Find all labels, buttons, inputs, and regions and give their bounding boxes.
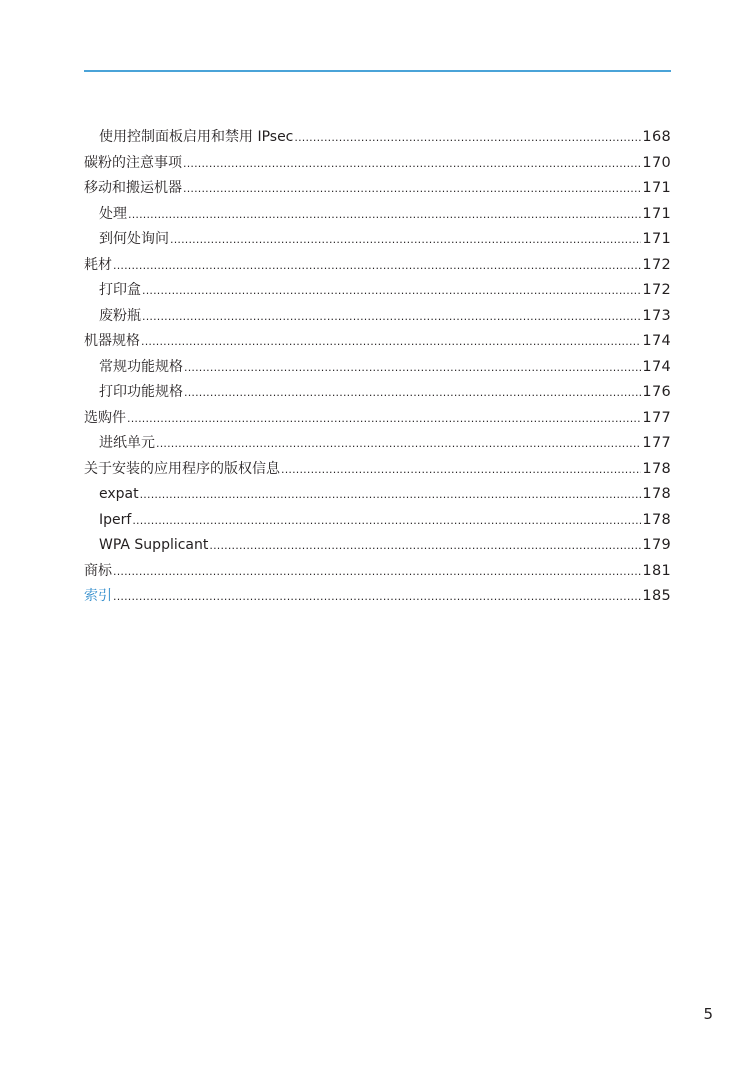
toc-entry-page: 171 xyxy=(642,205,671,222)
toc-entry-page: 178 xyxy=(642,486,671,502)
toc-dot-leader xyxy=(142,304,641,330)
toc-entry-machine-specs[interactable] xyxy=(84,329,671,355)
toc-entry-title: 到何处询问 xyxy=(99,231,169,247)
toc-entry-title: 商标 xyxy=(84,562,112,579)
toc-dot-leader xyxy=(141,329,641,355)
toc-entry-disposal[interactable] xyxy=(84,202,671,228)
toc-entry-consumables[interactable] xyxy=(84,253,671,279)
page-number: 5 xyxy=(703,1005,713,1023)
toc-entry-title: 耗材 xyxy=(84,256,112,273)
toc-entry-page: 177 xyxy=(642,409,671,426)
toc-entry-page: 171 xyxy=(642,180,671,196)
toc-entry-title: WPA Supplicant xyxy=(99,537,209,553)
toc-entry-waste-toner-bottle[interactable] xyxy=(84,304,671,330)
toc-entry-page: 181 xyxy=(642,562,671,579)
toc-entry-title: 关于安装的应用程序的版权信息 xyxy=(84,460,280,477)
toc-entry-title: 处理 xyxy=(99,205,127,222)
toc-dot-leader xyxy=(113,559,641,585)
toc-dot-leader xyxy=(132,508,641,534)
toc-entry-where-to-inquire[interactable] xyxy=(84,227,671,253)
toc-entry-page: 174 xyxy=(642,333,671,349)
toc-entry-title: 打印盒 xyxy=(99,282,141,298)
toc-dot-leader xyxy=(128,202,641,228)
toc-dot-leader xyxy=(170,227,641,253)
toc-entry-page: 179 xyxy=(642,537,671,553)
toc-entry-ipsec[interactable] xyxy=(84,125,671,151)
toc-entry-paper-feed-unit[interactable] xyxy=(84,431,671,457)
toc-entry-trademarks[interactable] xyxy=(84,559,671,585)
toc-entry-print-cartridge[interactable] xyxy=(84,278,671,304)
toc-dot-leader xyxy=(184,380,641,406)
toc-entry-title: 打印功能规格 xyxy=(99,384,183,400)
toc-entry-page: 173 xyxy=(642,307,671,324)
toc-entry-copyright-info[interactable] xyxy=(84,457,671,483)
toc-entry-page: 168 xyxy=(642,129,671,145)
toc-dot-leader xyxy=(156,431,641,457)
toc-entry-title: 废粉瓶 xyxy=(99,307,141,324)
toc-entry-title: expat xyxy=(99,486,139,502)
toc-entry-title: 进纸单元 xyxy=(99,435,155,451)
toc-entry-title: 移动和搬运机器 xyxy=(84,180,182,196)
toc-entry-wpa-supplicant[interactable] xyxy=(84,533,671,559)
toc-entry-page: 170 xyxy=(642,154,671,171)
toc-entry-title: 选购件 xyxy=(84,409,126,426)
toc-entry-page: 178 xyxy=(642,511,671,528)
toc-entry-toner-notes[interactable] xyxy=(84,151,671,177)
header-rule xyxy=(84,70,671,72)
toc-entry-title: 碳粉的注意事项 xyxy=(84,154,182,171)
toc-dot-leader xyxy=(113,584,641,610)
toc-entry-title: 索引 xyxy=(84,588,112,604)
toc-dot-leader xyxy=(183,176,641,202)
toc-entry-general-specs[interactable] xyxy=(84,355,671,381)
toc-dot-leader xyxy=(113,253,641,279)
toc-entry-page: 174 xyxy=(642,358,671,375)
toc-entry-page: 171 xyxy=(642,231,671,247)
toc-entry-page: 177 xyxy=(642,435,671,451)
toc-entry-options[interactable] xyxy=(84,406,671,432)
toc-dot-leader xyxy=(209,533,641,559)
toc-dot-leader xyxy=(294,125,641,151)
toc-dot-leader xyxy=(140,482,642,508)
toc-entry-page: 172 xyxy=(642,256,671,273)
toc-dot-leader xyxy=(183,151,641,177)
toc-entry-title: 机器规格 xyxy=(84,333,140,349)
toc-entry-page: 178 xyxy=(642,460,671,477)
toc-entry-title: 使用控制面板启用和禁用 IPsec xyxy=(99,129,294,145)
toc-dot-leader xyxy=(184,355,641,381)
toc-entry-printer-specs[interactable] xyxy=(84,380,671,406)
toc-entry-page: 172 xyxy=(642,282,671,298)
toc-entry-page: 176 xyxy=(642,384,671,400)
toc-entry-page: 185 xyxy=(642,588,671,604)
toc-entry-index[interactable] xyxy=(84,584,671,610)
toc-dot-leader xyxy=(142,278,641,304)
toc-dot-leader xyxy=(281,457,641,483)
toc-entry-title: Iperf xyxy=(99,511,132,528)
toc-entry-moving-machine[interactable] xyxy=(84,176,671,202)
table-of-contents xyxy=(84,125,671,610)
toc-entry-expat[interactable] xyxy=(84,482,671,508)
toc-dot-leader xyxy=(127,406,641,432)
toc-entry-title: 常规功能规格 xyxy=(99,358,183,375)
toc-entry-iperf[interactable] xyxy=(84,508,671,534)
